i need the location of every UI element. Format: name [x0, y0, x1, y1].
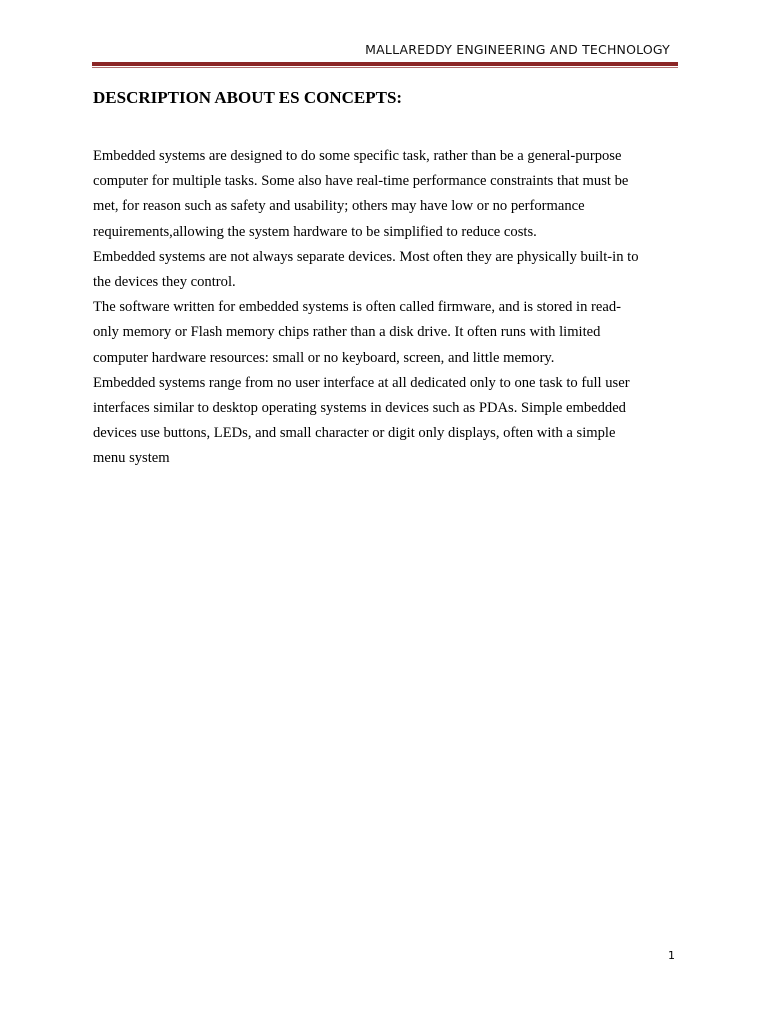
body-line: only memory or Flash memory chips rather than a disk drive. It often runs with limited	[93, 324, 601, 341]
section-title: DESCRIPTION ABOUT ES CONCEPTS:	[93, 88, 403, 107]
body-line: Embedded systems range from no user interface at all dedicated only to one task to full user	[93, 374, 630, 391]
body-line: menu system	[93, 450, 170, 467]
body-line: devices use buttons, LEDs, and small character or digit only displays, often with a simple	[93, 425, 616, 442]
body-text	[93, 144, 683, 471]
page-number: 1	[668, 949, 675, 962]
header-rule-thin	[92, 67, 678, 68]
body-line: interfaces similar to desktop operating systems in devices such as PDAs. Simple embedded	[93, 399, 626, 416]
body-line: computer for multiple tasks. Some also have real-time performance constraints that must be	[93, 173, 629, 190]
body-line: requirements,allowing the system hardware to be simplified to reduce costs.	[93, 223, 537, 240]
body-line: Embedded systems are not always separate devices. Most often they are physically built-in to	[93, 248, 639, 265]
body-line: the devices they control.	[93, 273, 236, 290]
body-line: met, for reason such as safety and usability; others may have low or no performance	[93, 198, 585, 215]
header-rule	[92, 62, 678, 66]
body-line: computer hardware resources: small or no keyboard, screen, and little memory.	[93, 349, 555, 366]
body-line: Embedded systems are designed to do some specific task, rather than be a general-purpose	[93, 148, 622, 164]
body-line: The software written for embedded systems is often called firmware, and is stored in read-	[93, 299, 622, 316]
running-header: MALLAREDDY ENGINEERING AND TECHNOLOGY	[365, 42, 670, 57]
